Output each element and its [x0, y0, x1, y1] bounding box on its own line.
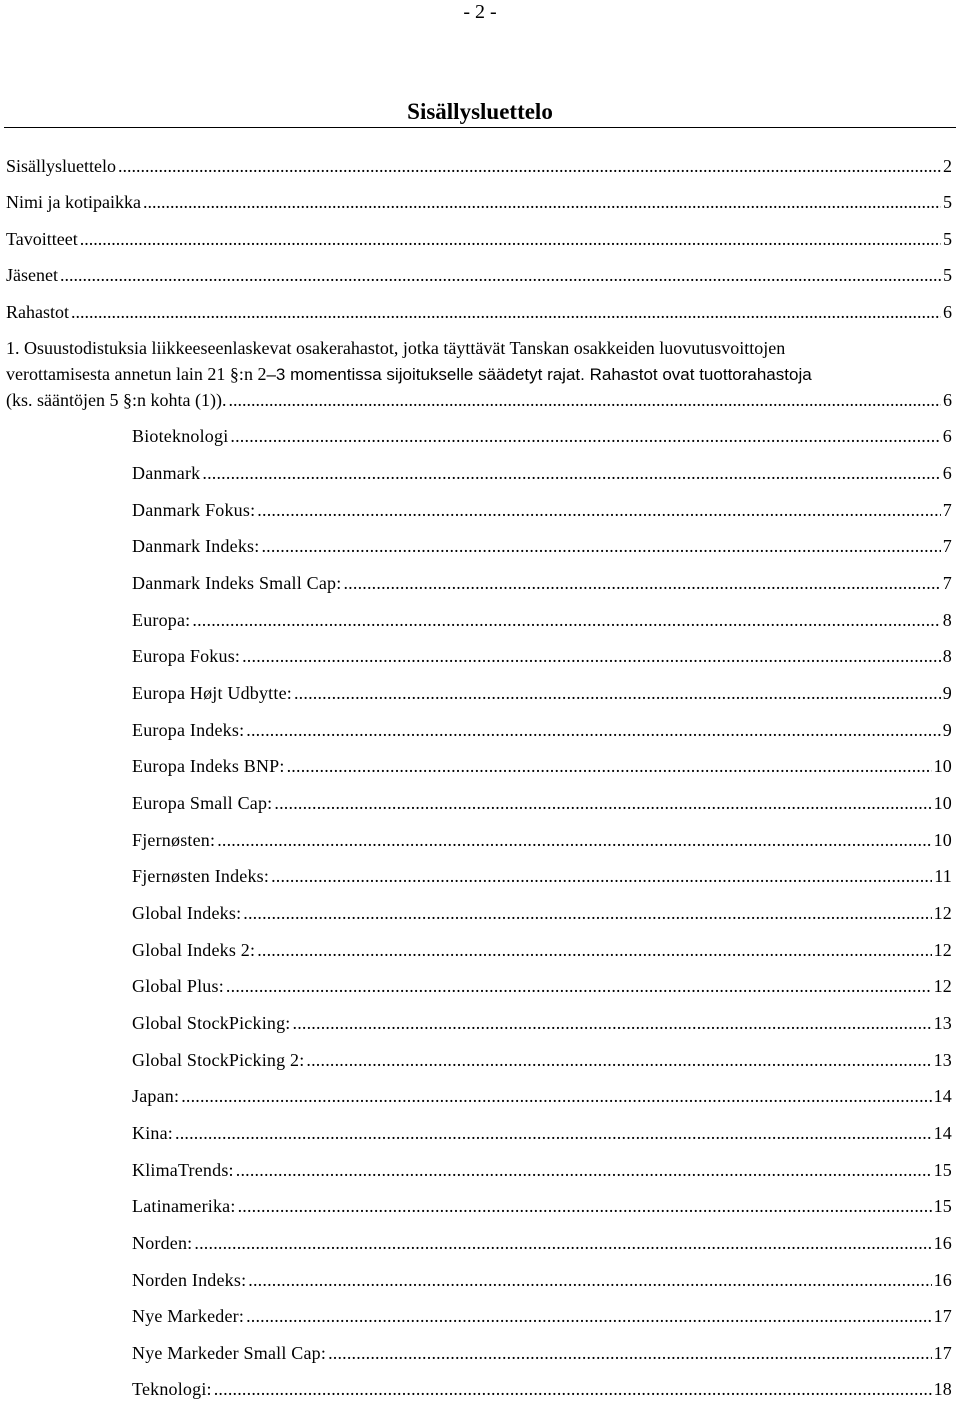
toc-entry-lastline — [6, 387, 952, 413]
toc-leader-dots — [217, 829, 931, 851]
toc-entry-page: 5 — [943, 192, 952, 212]
toc-entry-line-serif: (ks. sääntöjen 5 §:n kohta (1)). — [6, 390, 227, 410]
toc-entry-label: Norden: — [132, 1233, 193, 1253]
toc-entry-label: Kina: — [132, 1123, 173, 1143]
toc-entry-label: Global Indeks: — [132, 903, 242, 923]
toc-leader-dots — [287, 755, 932, 777]
toc-entry-line-sans: –3 momentissa sijoitukselle säädetyt rajat. Rahastot ovat tuottorahastoja — [266, 365, 812, 384]
toc-entry[interactable] — [6, 264, 952, 286]
toc-entry-page: 5 — [943, 229, 952, 249]
toc-entry-label: Danmark Indeks: — [132, 536, 260, 556]
toc-entry-page: 18 — [933, 1379, 952, 1399]
toc-leader-dots — [246, 1305, 932, 1327]
toc-entry-fund[interactable] — [132, 1305, 952, 1327]
toc-entry-label: Global StockPicking: — [132, 1013, 291, 1033]
toc-entry-label: Danmark Indeks Small Cap: — [132, 573, 342, 593]
toc-entry-page: 15 — [933, 1160, 952, 1180]
toc-entry-label: Global Indeks 2: — [132, 940, 256, 960]
toc-entry-line: 1. Osuustodistuksia liikkeeseenlaskevat osakerahastot, jotka täyttävät Tanskan osakkeiden luovutusvoittojen — [6, 338, 786, 358]
toc-entry-fund[interactable] — [132, 865, 952, 887]
toc-entry-page: 12 — [933, 976, 952, 996]
toc-entry-line-serif: verottamisesta annetun lain 21 §:n 2 — [6, 364, 267, 384]
toc-entry[interactable] — [6, 191, 952, 213]
toc-entry-page: 9 — [942, 683, 952, 703]
toc-leader-dots — [274, 792, 931, 814]
toc-leader-dots — [192, 609, 940, 631]
toc-entry-label: Rahastot — [6, 302, 69, 322]
toc-leader-dots — [71, 301, 941, 323]
toc-entry-label: Europa Fokus: — [132, 646, 241, 666]
toc-entry[interactable] — [6, 301, 952, 323]
toc-entry-page: 16 — [933, 1233, 952, 1253]
toc-leader-dots — [60, 264, 941, 286]
toc-entry-fund[interactable] — [132, 1049, 952, 1071]
toc-entry-label: Fjernøsten Indeks: — [132, 866, 270, 886]
toc-entry-fund[interactable] — [132, 535, 952, 557]
toc-leader-dots — [294, 682, 941, 704]
toc-entry-page: 2 — [943, 156, 952, 176]
toc-entry-page: 13 — [933, 1013, 952, 1033]
toc-entry-page: 16 — [933, 1270, 952, 1290]
toc-entry-label: Bioteknologi — [132, 426, 229, 446]
toc-entry-page: 17 — [933, 1343, 952, 1363]
toc-entry-label: Europa Indeks BNP: — [132, 756, 285, 776]
toc-entry-label: Europa Højt Udbytte: — [132, 683, 292, 703]
toc-entry-label: Nye Markeder: — [132, 1306, 245, 1326]
toc-leader-dots — [271, 865, 932, 887]
toc-entry-fund[interactable] — [132, 1085, 952, 1107]
page-number: - 2 - — [463, 1, 497, 23]
toc-leader-dots — [257, 499, 941, 521]
toc-entry-page: 9 — [942, 720, 952, 740]
toc-entry-page: 7 — [942, 573, 952, 593]
toc-entry-fund[interactable] — [132, 645, 952, 667]
toc-entry-fund[interactable] — [132, 1269, 952, 1291]
toc-entry-label: Jäsenet — [6, 265, 58, 285]
toc-leader-dots — [242, 645, 941, 667]
toc-entry-label: Global StockPicking 2: — [132, 1050, 305, 1070]
toc-entry-page: 10 — [933, 830, 952, 850]
toc-entry-fund[interactable] — [132, 902, 952, 924]
toc-entry-page: 13 — [933, 1050, 952, 1070]
toc-entry-label: Danmark — [132, 463, 201, 483]
toc-entry-label: Norden Indeks: — [132, 1270, 247, 1290]
toc-leader-dots — [343, 572, 940, 594]
toc-entry-page: 6 — [942, 463, 952, 483]
toc-leader-dots — [293, 1012, 932, 1034]
toc-entry-fund[interactable] — [132, 939, 952, 961]
toc-entry-fund[interactable] — [132, 425, 952, 447]
toc-entry-fund[interactable] — [132, 572, 952, 594]
toc-entry-label: Teknologi: — [132, 1379, 212, 1399]
toc-entry-label: Sisällysluettelo — [6, 156, 116, 176]
toc-entry-page: 10 — [933, 793, 952, 813]
toc-entry-fund[interactable] — [132, 1012, 952, 1034]
toc-entry-label: Europa Indeks: — [132, 720, 245, 740]
toc-entry-fund[interactable] — [132, 1159, 952, 1181]
toc-entry-page: 11 — [934, 866, 952, 886]
toc-leader-dots — [194, 1232, 931, 1254]
toc-leader-dots — [306, 1049, 931, 1071]
toc-entry-page: 10 — [933, 756, 952, 776]
toc-entry-label: Europa Small Cap: — [132, 793, 273, 813]
toc-leader-dots — [181, 1085, 931, 1107]
toc-entry-label: Danmark Fokus: — [132, 500, 256, 520]
toc-leader-dots — [236, 1159, 932, 1181]
toc-leader-dots — [246, 719, 941, 741]
toc-leader-dots — [261, 535, 940, 557]
toc-entry-fund[interactable] — [132, 1378, 952, 1400]
toc-entry-page: 14 — [933, 1123, 952, 1143]
toc-entry-label: Nimi ja kotipaikka — [6, 192, 141, 212]
toc-entry-page: 6 — [943, 390, 952, 410]
toc-entry-fund[interactable] — [132, 792, 952, 814]
toc-leader-dots — [143, 191, 941, 213]
toc-leader-dots — [214, 1378, 932, 1400]
toc-entry-page: 8 — [942, 610, 952, 630]
toc-leader-dots — [248, 1269, 931, 1291]
toc-entry-fund[interactable] — [132, 1122, 952, 1144]
heading-rule — [4, 127, 956, 128]
toc-entry-label: Fjernøsten: — [132, 830, 216, 850]
toc-entry-page: 6 — [942, 426, 952, 446]
toc-leader-dots — [175, 1122, 932, 1144]
toc-entry-page: 8 — [942, 646, 952, 666]
toc-entry-fund[interactable] — [132, 682, 952, 704]
toc-entry-page: 7 — [942, 500, 952, 520]
toc-entry-label: Japan: — [132, 1086, 180, 1106]
toc-leader-dots — [328, 1342, 932, 1364]
toc-entry-page: 6 — [943, 302, 952, 322]
toc-entry-label: Global Plus: — [132, 976, 224, 996]
toc-entry-label: Nye Markeder Small Cap: — [132, 1343, 327, 1363]
toc-entry-fund[interactable] — [132, 1195, 952, 1217]
toc-entry-fund[interactable] — [132, 975, 952, 997]
toc-entry-page: 15 — [933, 1196, 952, 1216]
toc-leader-dots — [228, 387, 941, 413]
toc-entry-fund[interactable] — [132, 1342, 952, 1364]
toc-leader-dots — [118, 155, 941, 177]
toc-entry[interactable] — [6, 155, 952, 177]
toc-entry-label: KlimaTrends: — [132, 1160, 234, 1180]
toc-leader-dots — [257, 939, 931, 961]
toc-entry-label: Europa: — [132, 610, 191, 630]
toc-entry-line — [6, 361, 952, 387]
toc-entry-page: 14 — [933, 1086, 952, 1106]
toc-entry-page: 5 — [943, 265, 952, 285]
toc-entry-fund[interactable] — [132, 609, 952, 631]
toc-leader-dots — [80, 228, 941, 250]
toc-entry-page: 12 — [933, 903, 952, 923]
toc-leader-dots — [226, 975, 932, 997]
toc-leader-dots — [243, 902, 931, 924]
toc-entry[interactable] — [6, 228, 952, 250]
toc-entry-fund[interactable] — [132, 719, 952, 741]
toc-entry-page: 7 — [942, 536, 952, 556]
toc-heading: Sisällysluettelo — [407, 99, 553, 124]
toc-entry-multiline[interactable] — [6, 335, 952, 413]
toc-entry-page: 12 — [933, 940, 952, 960]
toc-entry-fund[interactable] — [132, 462, 952, 484]
toc-entry-fund[interactable] — [132, 1232, 952, 1254]
toc-entry-label: Tavoitteet — [6, 229, 78, 249]
toc-entry-fund[interactable] — [132, 755, 952, 777]
toc-entry-fund[interactable] — [132, 829, 952, 851]
toc-leader-dots — [230, 425, 940, 447]
toc-entry-fund[interactable] — [132, 499, 952, 521]
toc-leader-dots — [202, 462, 940, 484]
toc-entry-label: Latinamerika: — [132, 1196, 236, 1216]
toc-entry-page: 17 — [933, 1306, 952, 1326]
toc-leader-dots — [238, 1195, 932, 1217]
